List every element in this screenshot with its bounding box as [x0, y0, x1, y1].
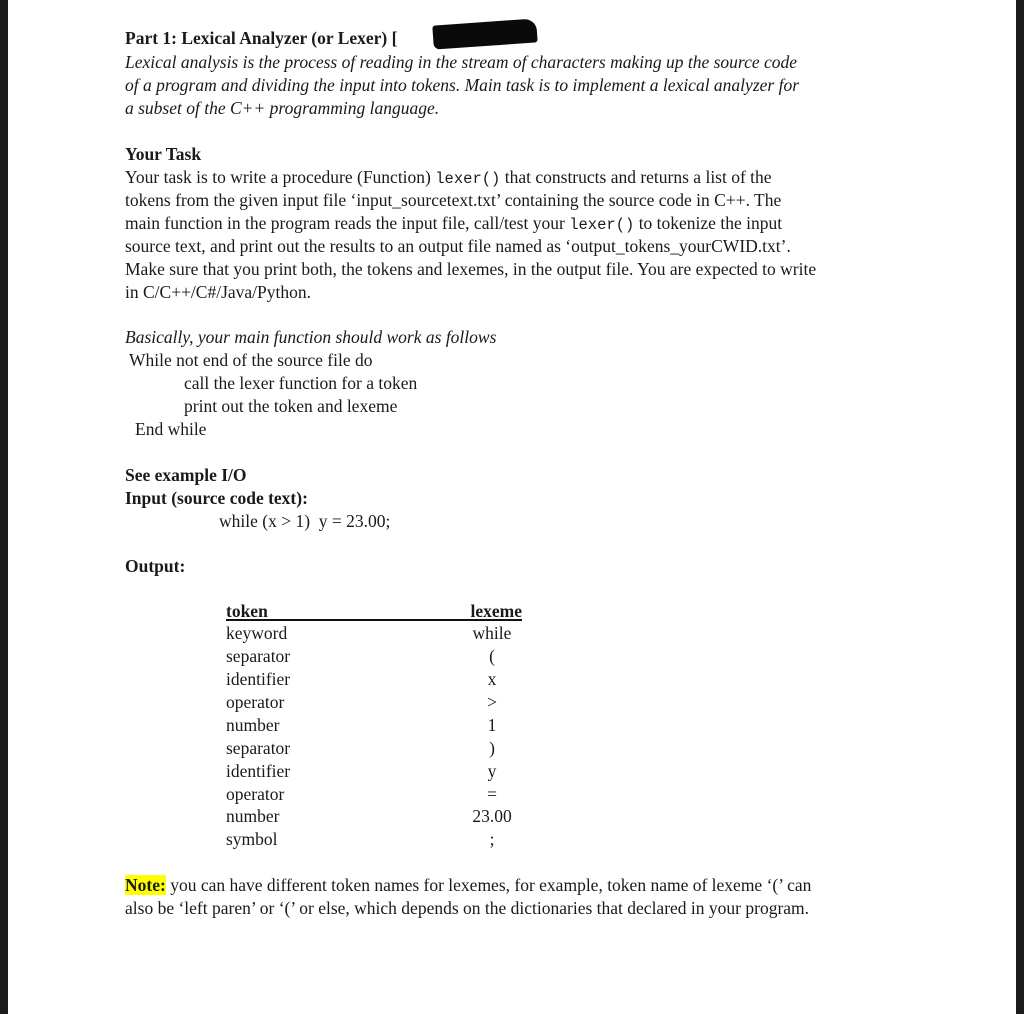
example-heading: See example I/O	[125, 465, 247, 485]
token-cell: number	[226, 806, 280, 826]
lexeme-cell: 1	[487, 715, 497, 735]
lexeme-cell: x	[487, 669, 497, 689]
table-row	[226, 645, 522, 668]
table-row	[226, 760, 522, 783]
pseudo-intro: Basically, your main function should work as follows	[125, 327, 497, 347]
token-cell: symbol	[226, 829, 278, 849]
header-lexeme: lexeme	[470, 601, 522, 621]
lexeme-cell: ;	[489, 829, 495, 849]
lexeme-cell: )	[489, 738, 495, 758]
token-cell: number	[226, 715, 280, 735]
pseudo-call: call the lexer function for a token	[184, 373, 418, 393]
lexeme-cell: 23.00	[472, 806, 512, 826]
intro-line-3: a subset of the C++ programming language.	[125, 98, 440, 118]
pseudo-while: While not end of the source file do	[129, 350, 373, 370]
table-row	[226, 691, 522, 714]
redaction-mark	[432, 18, 537, 49]
token-cell: operator	[226, 784, 285, 804]
header-underline	[226, 619, 522, 621]
part-title: Part 1: Lexical Analyzer (or Lexer) [	[125, 28, 398, 48]
task-heading: Your Task	[125, 144, 202, 164]
intro-line-1: Lexical analysis is the process of reading in the stream of characters making up the source code	[125, 52, 798, 72]
task-line-5: Make sure that you print both, the tokens and lexemes, in the output file. You are expected to write	[125, 259, 817, 279]
lexeme-cell: >	[487, 692, 497, 712]
table-row	[226, 805, 522, 828]
table-row	[226, 783, 522, 806]
token-cell: identifier	[226, 669, 291, 689]
lexeme-cell: (	[489, 646, 495, 666]
intro-line-2: of a program and dividing the input into tokens. Main task is to implement a lexical analyzer for	[125, 75, 799, 95]
pseudo-print: print out the token and lexeme	[184, 396, 398, 416]
lexer-code-inline: lexer()	[435, 170, 501, 188]
lexeme-cell: y	[487, 761, 497, 781]
table-row	[226, 737, 522, 760]
token-cell: keyword	[226, 623, 288, 643]
task-line-3: main function in the program reads the input file, call/test your lexer() to tokenize the input	[125, 213, 783, 234]
pseudo-end: End while	[135, 419, 207, 439]
lexeme-cell: =	[487, 784, 497, 804]
task-line-1: Your task is to write a procedure (Function) lexer() that constructs and returns a list of the	[125, 167, 772, 188]
task-line-6: in C/C++/C#/Java/Python.	[125, 282, 312, 302]
document-page	[8, 0, 1016, 1014]
task-line-4: source text, and print out the results to an output file named as ‘output_tokens_yourCWID.txt’.	[125, 236, 791, 256]
table-row	[226, 622, 522, 645]
note-line-2: also be ‘left paren’ or ‘(’ or else, which depends on the dictionaries that declared in your program.	[125, 898, 810, 918]
header-token: token	[226, 601, 268, 621]
lexeme-cell: while	[472, 623, 512, 643]
note-label: Note:	[125, 875, 166, 895]
token-cell: identifier	[226, 761, 291, 781]
input-label: Input (source code text):	[125, 488, 308, 508]
token-cell: operator	[226, 692, 285, 712]
task-line-2: tokens from the given input file ‘input_sourcetext.txt’ containing the source code in C++. The	[125, 190, 782, 210]
output-label: Output:	[125, 556, 186, 576]
note-line-1: Note: you can have different token names for lexemes, for example, token name of lexeme ‘(’ can	[125, 875, 812, 895]
input-code: while (x > 1) y = 23.00;	[219, 511, 391, 531]
table-row	[226, 668, 522, 691]
table-row	[226, 714, 522, 737]
token-cell: separator	[226, 646, 291, 666]
table-row	[226, 828, 522, 851]
token-cell: separator	[226, 738, 291, 758]
lexer-code-inline: lexer()	[569, 216, 635, 234]
